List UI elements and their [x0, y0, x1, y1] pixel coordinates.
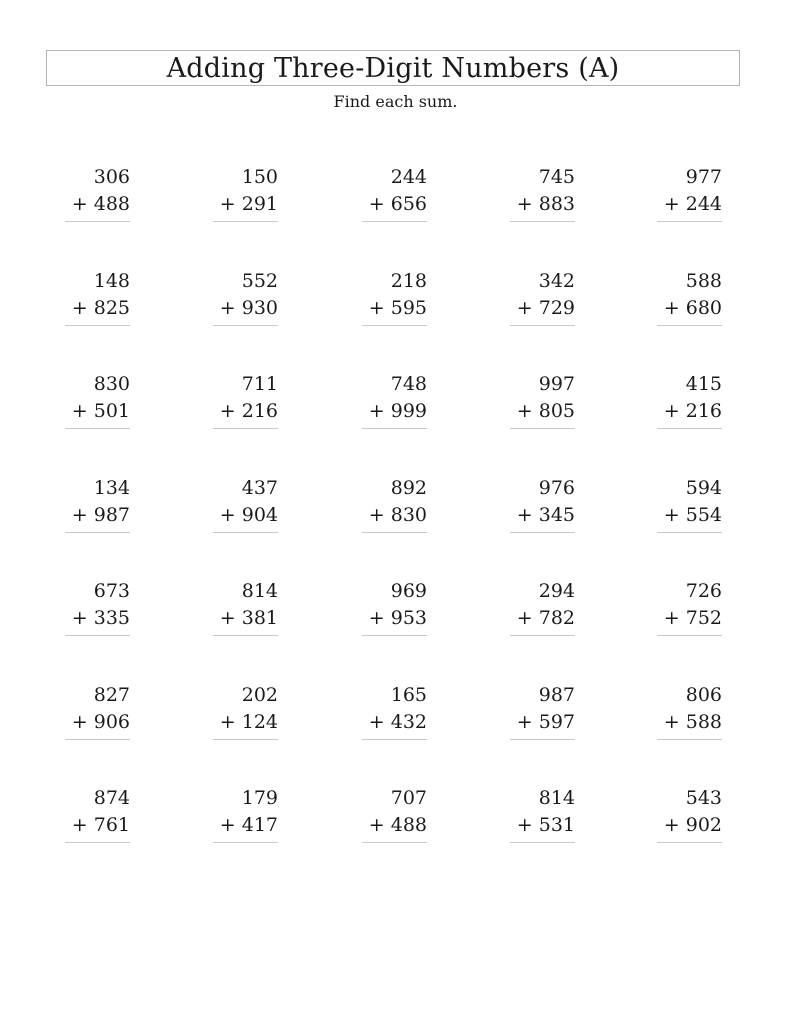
addend-top: 892 — [390, 477, 427, 499]
instructions: Find each sum. — [333, 92, 458, 111]
addend-bottom: + 216 — [219, 400, 278, 422]
answer-line — [65, 325, 130, 326]
addition-problem — [198, 684, 278, 764]
addend-top: 543 — [685, 787, 722, 809]
answer-line — [510, 428, 575, 429]
addend-bottom: + 904 — [219, 504, 278, 526]
addend-top: 827 — [93, 684, 130, 706]
answer-line — [362, 325, 427, 326]
answer-line — [510, 532, 575, 533]
addition-problem — [347, 477, 427, 557]
answer-line — [213, 635, 278, 636]
addend-bottom: + 554 — [663, 504, 722, 526]
addend-top: 814 — [241, 580, 278, 602]
addend-top: 874 — [93, 787, 130, 809]
problem-row — [0, 477, 791, 557]
addend-bottom: + 902 — [663, 814, 722, 836]
addend-bottom: + 488 — [71, 193, 130, 215]
addend-bottom: + 999 — [368, 400, 427, 422]
addend-top: 830 — [93, 373, 130, 395]
addend-bottom: + 597 — [516, 711, 575, 733]
problem-row — [0, 270, 791, 350]
answer-line — [362, 635, 427, 636]
addend-bottom: + 805 — [516, 400, 575, 422]
addend-top: 150 — [241, 166, 278, 188]
addition-problem — [495, 270, 575, 350]
answer-line — [510, 635, 575, 636]
addend-bottom: + 381 — [219, 607, 278, 629]
addend-top: 244 — [390, 166, 427, 188]
problem-grid — [0, 166, 791, 866]
addition-problem — [50, 684, 130, 764]
addition-problem — [347, 270, 427, 350]
addition-problem — [642, 684, 722, 764]
answer-line — [362, 221, 427, 222]
addend-bottom: + 825 — [71, 297, 130, 319]
addend-bottom: + 335 — [71, 607, 130, 629]
answer-line — [65, 739, 130, 740]
addend-top: 552 — [241, 270, 278, 292]
addend-top: 987 — [538, 684, 575, 706]
addend-top: 707 — [390, 787, 427, 809]
addition-problem — [198, 270, 278, 350]
answer-line — [657, 428, 722, 429]
answer-line — [657, 221, 722, 222]
answer-line — [213, 428, 278, 429]
addend-bottom: + 752 — [663, 607, 722, 629]
addition-problem — [495, 166, 575, 246]
addend-bottom: + 930 — [219, 297, 278, 319]
addend-top: 437 — [241, 477, 278, 499]
answer-line — [65, 532, 130, 533]
addend-top: 594 — [685, 477, 722, 499]
answer-line — [65, 635, 130, 636]
addition-problem — [642, 373, 722, 453]
addition-problem — [50, 787, 130, 867]
addend-bottom: + 987 — [71, 504, 130, 526]
addend-top: 711 — [241, 373, 278, 395]
addend-bottom: + 906 — [71, 711, 130, 733]
page-title: Adding Three-Digit Numbers (A) — [166, 52, 620, 84]
problem-row — [0, 580, 791, 660]
addend-top: 748 — [390, 373, 427, 395]
addend-top: 202 — [241, 684, 278, 706]
addend-top: 997 — [538, 373, 575, 395]
addition-problem — [50, 270, 130, 350]
addend-bottom: + 531 — [516, 814, 575, 836]
answer-line — [213, 842, 278, 843]
addend-bottom: + 729 — [516, 297, 575, 319]
addend-bottom: + 953 — [368, 607, 427, 629]
addend-top: 294 — [538, 580, 575, 602]
answer-line — [213, 532, 278, 533]
addend-bottom: + 782 — [516, 607, 575, 629]
answer-line — [510, 221, 575, 222]
addend-top: 342 — [538, 270, 575, 292]
answer-line — [362, 532, 427, 533]
addition-problem — [642, 477, 722, 557]
addend-bottom: + 588 — [663, 711, 722, 733]
problem-row — [0, 684, 791, 764]
addend-top: 814 — [538, 787, 575, 809]
addend-top: 306 — [93, 166, 130, 188]
answer-line — [213, 325, 278, 326]
addend-bottom: + 291 — [219, 193, 278, 215]
addition-problem — [642, 787, 722, 867]
addition-problem — [642, 580, 722, 660]
addend-top: 806 — [685, 684, 722, 706]
answer-line — [657, 532, 722, 533]
addend-top: 726 — [685, 580, 722, 602]
addend-bottom: + 432 — [368, 711, 427, 733]
addition-problem — [198, 373, 278, 453]
addition-problem — [642, 166, 722, 246]
addition-problem — [495, 477, 575, 557]
addend-bottom: + 761 — [71, 814, 130, 836]
addend-top: 969 — [390, 580, 427, 602]
addend-top: 415 — [685, 373, 722, 395]
addend-top: 976 — [538, 477, 575, 499]
answer-line — [213, 739, 278, 740]
addition-problem — [495, 787, 575, 867]
addition-problem — [347, 787, 427, 867]
addend-bottom: + 244 — [663, 193, 722, 215]
addend-top: 148 — [93, 270, 130, 292]
addend-bottom: + 656 — [368, 193, 427, 215]
addend-bottom: + 595 — [368, 297, 427, 319]
problem-row — [0, 787, 791, 867]
addition-problem — [198, 580, 278, 660]
addend-bottom: + 680 — [663, 297, 722, 319]
addition-problem — [198, 166, 278, 246]
addition-problem — [50, 477, 130, 557]
problem-row — [0, 373, 791, 453]
addend-top: 977 — [685, 166, 722, 188]
addition-problem — [347, 684, 427, 764]
addition-problem — [495, 580, 575, 660]
addition-problem — [198, 787, 278, 867]
answer-line — [362, 842, 427, 843]
answer-line — [510, 842, 575, 843]
answer-line — [213, 221, 278, 222]
addend-bottom: + 345 — [516, 504, 575, 526]
answer-line — [657, 739, 722, 740]
addend-bottom: + 417 — [219, 814, 278, 836]
answer-line — [362, 739, 427, 740]
title-box — [46, 50, 740, 86]
addend-bottom: + 830 — [368, 504, 427, 526]
addend-top: 745 — [538, 166, 575, 188]
addend-bottom: + 501 — [71, 400, 130, 422]
addition-problem — [495, 373, 575, 453]
addition-problem — [642, 270, 722, 350]
addition-problem — [347, 166, 427, 246]
addition-problem — [347, 580, 427, 660]
addend-top: 134 — [93, 477, 130, 499]
addend-top: 179 — [241, 787, 278, 809]
addition-problem — [198, 477, 278, 557]
addend-bottom: + 216 — [663, 400, 722, 422]
addition-problem — [495, 684, 575, 764]
problem-row — [0, 166, 791, 246]
addition-problem — [50, 166, 130, 246]
answer-line — [657, 325, 722, 326]
answer-line — [510, 325, 575, 326]
answer-line — [65, 842, 130, 843]
addition-problem — [50, 373, 130, 453]
addend-top: 218 — [390, 270, 427, 292]
addend-top: 673 — [93, 580, 130, 602]
answer-line — [657, 842, 722, 843]
addition-problem — [50, 580, 130, 660]
addend-top: 588 — [685, 270, 722, 292]
addition-problem — [347, 373, 427, 453]
addend-bottom: + 883 — [516, 193, 575, 215]
answer-line — [657, 635, 722, 636]
addend-bottom: + 124 — [219, 711, 278, 733]
answer-line — [65, 221, 130, 222]
answer-line — [510, 739, 575, 740]
answer-line — [362, 428, 427, 429]
addend-bottom: + 488 — [368, 814, 427, 836]
answer-line — [65, 428, 130, 429]
addend-top: 165 — [390, 684, 427, 706]
